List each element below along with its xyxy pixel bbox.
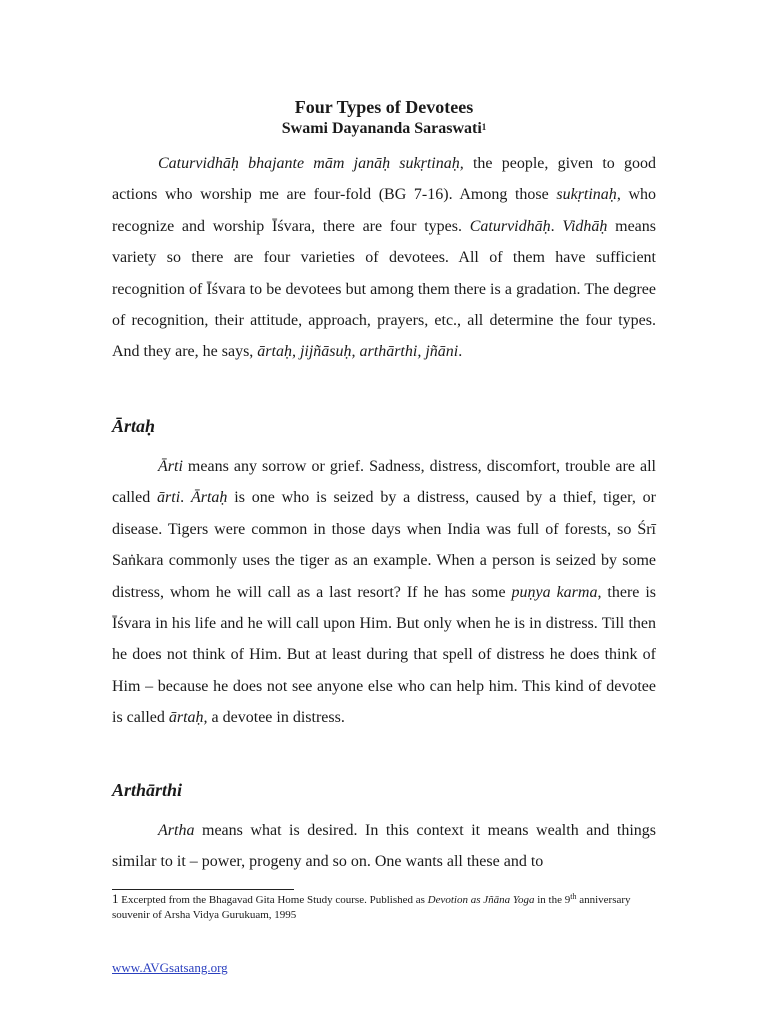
intro-paragraph <box>112 148 656 368</box>
text-run: means variety so there are four varieties of devotees. All of them have sufficient recognition of Īśvara to be devotees but among them there is a gradation. The degree of recognition, their attitude, approach, prayers, etc., all determine the four types. And they are, he says, <box>112 217 656 361</box>
term-italic: Ārtaḥ <box>190 489 228 507</box>
term-italic: Caturvidhāḥ <box>469 217 551 235</box>
text-run: , there is Īśvara in his life and he will call upon Him. But only when he is in distress. Till then he does not think of Him. But at least during that spell of distress he does think of Him – because he does not see anyone else who can help him. This kind of devotee is called <box>112 583 657 727</box>
section-heading-artah: Ārtaḥ <box>112 416 156 436</box>
term-italic: Vidhāḥ <box>562 217 608 235</box>
term-italic: ārtaḥ, jijñāsuḥ, arthārthi, jñāni <box>257 343 459 361</box>
footnote-divider <box>112 889 294 890</box>
text-run: is one who is seized by a distress, caused by a thief, tiger, or disease. Tigers were common in those days when India was full of forests, so Śrī Saṅkara commonly uses the tiger as an example. When a person is seized by some distress, whom he will call as a last resort? If he has some <box>112 489 657 601</box>
term-italic: ārtaḥ, <box>168 709 208 727</box>
verse-text: Caturvidhāḥ bhajante mām janāḥ sukṛtinaḥ, <box>158 155 464 172</box>
footnote-marker: 1 <box>112 891 119 906</box>
term-italic: Artha <box>158 822 195 839</box>
footnote-ref: 1 <box>481 122 487 132</box>
document-title: Four Types of Devotees <box>294 97 474 117</box>
text-run: . <box>180 489 191 507</box>
section-heading-artharthi: Arthārthi <box>112 780 183 800</box>
term-italic: ārti <box>157 489 181 507</box>
website-link[interactable]: www.AVGsatsang.org <box>112 960 228 975</box>
text-run: means what is desired. In this context it means wealth and things similar to it – power, progeny and so on. One wants all these and to <box>112 822 656 871</box>
document-author <box>0 119 768 139</box>
term-italic: Ārti <box>158 458 183 475</box>
text-run: the people, given to good actions who worship me are four-fold (BG 7-16). Among those <box>112 155 657 204</box>
text-run: means any sorrow or grief. Sadness, distress, discomfort, trouble are all called <box>112 458 656 507</box>
footnote-text: anniversary souvenir of Arsha Vidya Gurukuam, 1995 <box>112 894 631 921</box>
text-run: a devotee in distress. <box>207 709 345 727</box>
artah-paragraph <box>112 451 656 734</box>
author-name: Swami Dayananda Saraswati <box>281 120 482 137</box>
text-run: . <box>550 217 563 235</box>
term-italic: puṇya karma <box>511 583 598 601</box>
text-run: , who recognize and worship Īśvara, there are four types. <box>112 186 656 235</box>
footnote-title: Devotion as Jñāna Yoga <box>427 894 535 906</box>
text-run: . <box>458 343 463 361</box>
footnote-text: Excerpted from the Bhagavad Gita Home Study course. Published as <box>118 894 428 906</box>
footnote-text: in the 9 <box>534 894 571 906</box>
ordinal-suffix: th <box>570 892 577 901</box>
footnote <box>112 893 652 923</box>
artharthi-paragraph <box>112 815 656 878</box>
term-italic: sukṛtinaḥ <box>556 186 617 204</box>
